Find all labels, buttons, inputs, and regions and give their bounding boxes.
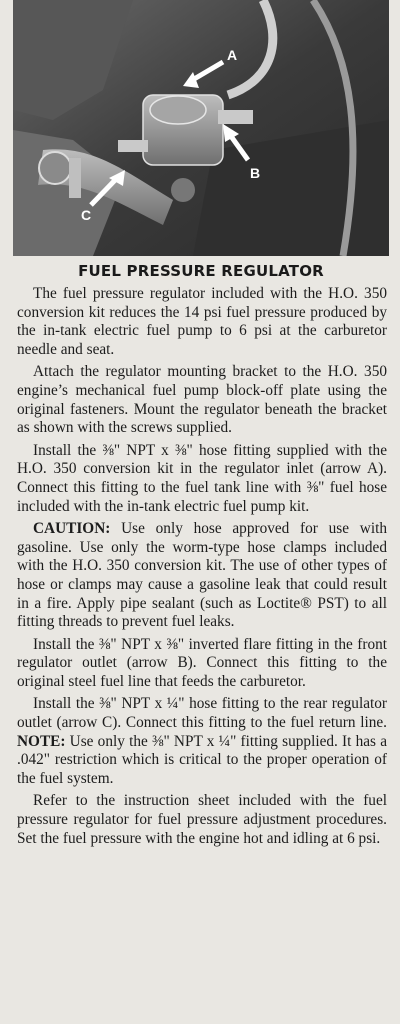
paragraph (17, 285, 387, 359)
note-lead: NOTE: (17, 732, 66, 750)
paragraph-text: The fuel pressure regulator included with the H.O. 350 conversion kit reduces the 14 psi fuel pressure produced by the in-tank electric fuel pump to 6 psi at the carburetor needle and seat. (17, 285, 387, 358)
paragraph (17, 442, 387, 516)
paragraph-text: Refer to the instruction sheet included with the fuel pressure regulator for fuel pressure adjustment procedures. Set the fuel pressure with the engine hot and idling at 6 psi. (17, 792, 387, 847)
article-title: FUEL PRESSURE REGULATOR (78, 262, 324, 280)
paragraph (17, 792, 387, 848)
paragraph (17, 636, 387, 692)
article-body (17, 285, 387, 852)
paragraph (17, 695, 387, 788)
paragraph-text: Use only the ⅜" NPT x ¼" fitting supplied. It has a .042" restriction which is critical to the proper operation of the fuel system. (17, 732, 387, 787)
paragraph-text: Install the ⅜" NPT x ⅜" hose fitting supplied with the H.O. 350 conversion kit in the regulator inlet (arrow A). Connect this fitting to the fuel tank line with ⅜" fuel hose included with the in-tank electric fuel pump kit. (17, 441, 387, 515)
caution-lead: CAUTION: (33, 520, 111, 538)
paragraph-text: Install the ⅜" NPT x ¼" hose fitting to the rear regulator outlet (arrow C). Connect this fitting to the fuel return line. (17, 695, 387, 732)
arrow-b-label: B (250, 165, 261, 181)
paragraph-text: Use only hose approved for use with gasoline. Use only the worm-type hose clamps included with the H.O. 350 conversion kit. The use of other types of hose or clamps may cause a gasoline leak that could result in a fire. Apply pipe sealant (such as Loctite® PST) to all fitting threads to prevent fuel leaks. (17, 520, 387, 631)
paragraph-text: Install the ⅜" NPT x ⅜" inverted flare fitting in the front regulator outlet (arrow B). Connect this fitting to the original steel fuel line that feeds the carburetor. (17, 635, 387, 690)
arrow-a-label: A (227, 47, 238, 63)
paragraph (17, 363, 387, 437)
paragraph-text: Attach the regulator mounting bracket to the H.O. 350 engine’s mechanical fuel pump block-off plate using the original fasteners. Mount the regulator beneath the bracket as shown with the screws supplied. (17, 363, 387, 437)
paragraph-caution (17, 520, 387, 632)
arrow-c-label: C (81, 207, 92, 223)
engine-photo (13, 0, 389, 256)
engine-photo-graphic (13, 0, 389, 256)
